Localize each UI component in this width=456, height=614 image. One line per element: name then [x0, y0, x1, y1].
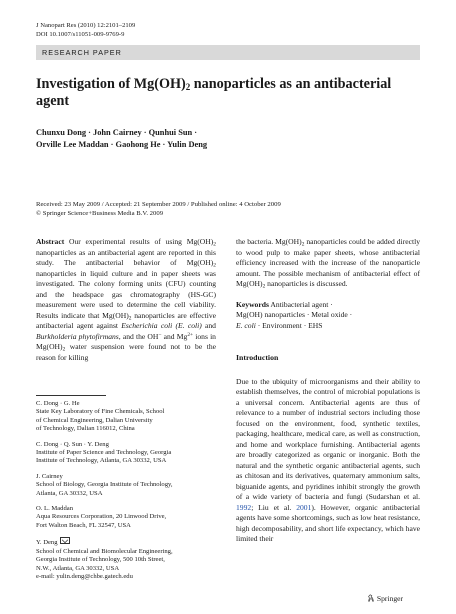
article-type-banner: RESEARCH PAPER — [36, 45, 420, 60]
introduction-text: Due to the ubiquity of microorganisms and their ability to establish themselves, the control of microbial populations is a universal concern. Antibacterial agents are thus of relevance to a number of industrial sectors including those focused on the environment, food, synthetic textiles, packaging, healthcare, medical care, as well as construction, and home and workplace furnishing. Antibacterial agents are broadly categorized as organic or inorganic. Both the natural and the synthetic organic antibacterial agents, such as chitosan and its derivatives, quaternary ammonium salts, biguanide agents, and pyridines inhibit strongly the growth of a wide variety of bacteria and fungi (Sudarshan et al. 1992; Liu et al. 2001). However, organic antibacterial agents have some shortcomings, such as low heat resistance, high decomposability, and short life expectancy, which have limited their — [236, 376, 420, 543]
affiliation-1: C. Dong · G. He State Key Laboratory of Fine Chemicals, School of Chemical Engineering, Dalian University of Technology, Dalian 116012, China — [36, 400, 165, 433]
publication-dates: Received: 23 May 2009 / Accepted: 21 September 2009 / Published online: 4 October 2009 © Springer Science+Business Media B.V. 2009 — [36, 201, 420, 218]
corresponding-email[interactable]: e-mail: yulin.deng@chbe.gatech.edu — [36, 572, 133, 580]
introduction-heading: Introduction — [236, 353, 279, 362]
copyright: © Springer Science+Business Media B.V. 2009 — [36, 209, 164, 217]
keywords-label: Keywords — [236, 299, 269, 309]
publisher-mark — [367, 594, 403, 603]
journal-citation: J Nanopart Res (2010) 12:2101–2109 — [36, 22, 136, 29]
affiliation-4: O. L. Maddan Aqua Resources Corporation, 20 Linwood Drive, Fort Walton Beach, FL 32547, USA — [36, 505, 167, 529]
abstract-continued: the bacteria. $Mg(OH)_2$ nanoparticles could be added directly to wood pulp to make paper sheets, whose antibacterial efficiency increased with the increase of the nanoparticle amount. The possible mechanism of antibacterial effect of $Mg(OH)_2$ nanoparticles is discussed. — [236, 237, 420, 290]
email-envelope-icon — [60, 537, 70, 544]
citation-link[interactable]: 2001 — [296, 502, 312, 512]
journal-header — [36, 22, 135, 39]
citation-link[interactable]: 1992 — [236, 502, 252, 512]
affiliation-3: J. Cairney School of Biology, Georgia Institute of Technology, Atlanta, GA 30332, USA — [36, 472, 173, 497]
doi: DOI 10.1007/s11051-009-9769-9 — [36, 30, 125, 38]
abstract: Abstract Our experimental results of using $Mg(OH)_2$ nanoparticles as an antibacterial agent are reported in this study. The antibacterial behavior of $Mg(OH)_2$ nanoparticles in liquid culture and in paper sheets was investigated. The colony forming units (CFU) counting and the headspace gas chromatography (HS-GC) measurement were used to determine the cell viability. Results indicate that $Mg(OH)_2$ nanoparticles are effective antibacterial agent against Escherichia coli (E. coli) and Burkholderia phytofirmans, and the OH− and $Mg^{2+}$ ions in $Mg(OH)_2$ water suspension were found not to be the reason for killing — [36, 237, 216, 362]
keywords: Keywords Antibacterial agent · Mg(OH) nanoparticles · Metal oxide · E. coli · Environment · EHS — [236, 299, 353, 330]
publisher-name: Springer — [376, 594, 404, 603]
abstract-label: Abstract — [36, 237, 65, 246]
affiliation-2: C. Dong · Q. Sun · Y. Deng Institute of Paper Science and Technology, Georgia Institute of Technology, Atlanta, GA 30332, USA — [36, 440, 172, 465]
author-list: Chunxu Dong · John Cairney · Qunhui Sun · Orville Lee Maddan · Gaohong He · Yulin Deng — [36, 128, 208, 149]
springer-horse-icon — [367, 594, 375, 602]
affiliations — [36, 400, 216, 588]
paper-title: Investigation of $Mg(OH)_2$ nanoparticles as an antibacterial agent — [36, 76, 392, 109]
footnote-rule — [36, 395, 106, 396]
affiliation-5: Y. Deng School of Chemical and Biomolecular Engineering, Georgia Institute of Technology, 500 10th Street, N.W., Atlanta, GA 30332, USA e-mail: yulin.deng@chbe.gatech.edu — [36, 539, 173, 580]
right-column — [236, 237, 420, 545]
